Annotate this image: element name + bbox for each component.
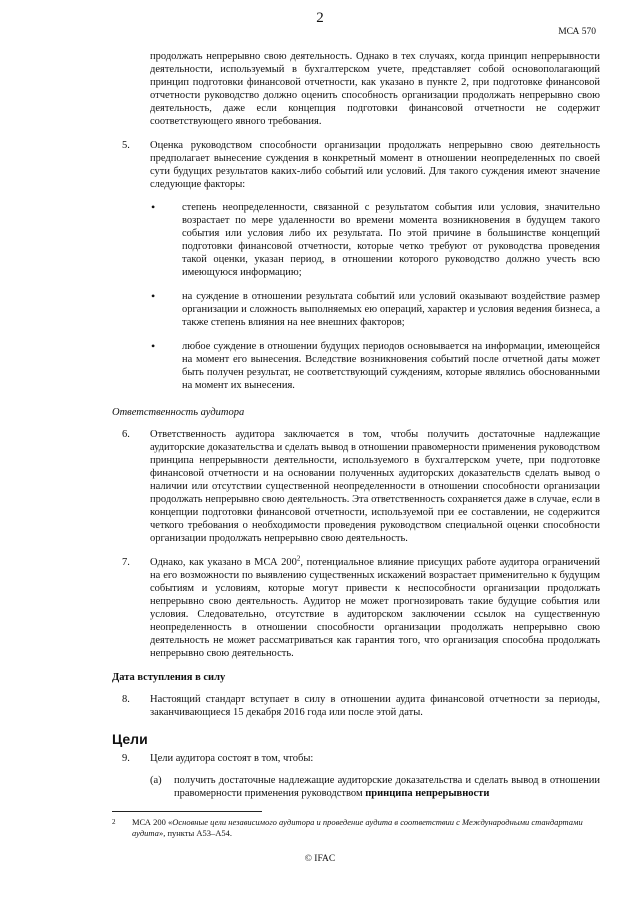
paragraph-number: 7. <box>122 557 130 568</box>
bullet-icon: • <box>151 200 156 214</box>
paragraph-text <box>150 556 600 660</box>
sub-item-label: (a) <box>150 775 162 786</box>
bullet-text: любое суждение в отношении будущих периодов основывается на информации, имеющейся на момент его вынесения. Вследствие возникновения событий после отчетной даты может быть получен результат, не соответствующий суждениям, которые являлись обоснованными на момент их вынесения. <box>182 341 600 391</box>
sub-item-a <box>150 774 600 800</box>
sub-item-text <box>174 774 600 800</box>
paragraph-number: 5. <box>122 140 130 151</box>
page-number: 2 <box>316 10 324 26</box>
list-item <box>150 201 600 279</box>
footnote-tail: », пункты А53–А54. <box>158 828 233 838</box>
bullet-icon: • <box>151 289 156 303</box>
paragraph-text: Оценка руководством способности организации продолжать непрерывно свою деятельность предполагает вынесение суждения в конкретный момент в отношении неопределенных по своей сути будущих результатов каких-либо событий или условий. Для такого суждения имеют значение следующие факторы: <box>150 140 600 190</box>
footnote <box>112 817 600 839</box>
footnote-reference: 2 <box>296 554 301 563</box>
auditor-responsibility-heading: Ответственность аудитора <box>112 407 245 418</box>
sub-item-text-bold: принципа непрерывности <box>365 788 490 799</box>
paragraph-text-start: Однако, как указано в МСА 200 <box>150 557 297 568</box>
paragraph-text: Ответственность аудитора заключается в том, чтобы получить достаточные надлежащие аудиторские доказательства и сделать вывод в отношении правомерности применения руководством принципа непрерывности деятельности, используемого в бухгалтерском учете, при подготовке финансовой отчетности и на основании полученных аудиторских доказательств сделать вывод о наличии или отсутствии существенной неопределенности в отношении способности организации продолжать непрерывно свою деятельность. Эта ответственность сохраняется даже в случае, если в концепции подготовки финансовой отчетности, используемой при ее составлении, не содержится четкого требования о необходимости проведения руководством специальной оценки способности организации продолжать непрерывно свою деятельность. <box>150 429 600 544</box>
list-item <box>150 290 600 329</box>
paragraph-9 <box>112 752 600 765</box>
document-code: МСА 570 <box>558 27 596 37</box>
effective-date-heading: Дата вступления в силу <box>112 672 226 683</box>
sub-item-text-plain: получить достаточные надлежащие аудиторские доказательства и сделать вывод в отношении правомерности применения руководством <box>174 775 600 799</box>
objectives-heading: Цели <box>112 731 148 747</box>
paragraph-number: 9. <box>122 753 130 764</box>
footnote-lead: МСА 200 « <box>132 817 173 827</box>
bullet-text: на суждение в отношении результата событий или условий оказывают воздействие размер организации и сложность выполняемых ею операций, характер и условия ведения бизнеса, а также степень влияния на нее внешних факторов; <box>182 291 600 328</box>
bullet-icon: • <box>151 339 156 353</box>
paragraph-number: 8. <box>122 694 130 705</box>
bullet-text: степень неопределенности, связанной с результатом события или условия, значительно возрастает по мере удаленности во времени момента возникновения в будущем такого события или условия либо их результата. По этой причине в большинстве концепций подготовки финансовой отчетности, которые четко требуют от руководства проведения такой оценки, указан период, в отношении которого руководство должно учесть всю имеющуюся информацию; <box>182 202 600 278</box>
paragraph-text-end: , потенциальное влияние присущих работе аудитора ограничений на его возможности по выявлению существенных искажений возрастает применительно к будущим событиям и условиям, которые могут привести к неспособности организации продолжать непрерывно свою деятельность. Аудитор не может прогнозировать такие будущие события или условия. Следовательно, отсутствие в аудиторском заключении ссылок на существенную неопределенность в отношении способности организации продолжать непрерывно свою деятельность не может рассматриваться как гарантия того, что организация способна продолжать непрерывно свою деятельность. <box>150 557 600 659</box>
intro-continuation: продолжать непрерывно свою деятельность. Однако в тех случаях, когда принцип непрерывности деятельности, используемый в бухгалтерском учете, представляет собой основополагающий принцип подготовки финансовой отчетности, как указано в пункте 2, при подготовке финансовой отчетности руководство должно оценить способность организации продолжать непрерывно свою деятельность, даже если концепция подготовки финансовой отчетности не содержит соответствующего явного требования. <box>150 51 600 127</box>
paragraph-5 <box>112 139 600 191</box>
paragraph-8 <box>112 693 600 719</box>
page-body <box>112 50 600 800</box>
paragraph-number: 6. <box>122 429 130 440</box>
paragraph-6 <box>112 428 600 545</box>
footnote-divider <box>112 811 262 812</box>
footnote-text <box>132 817 600 839</box>
list-item <box>150 340 600 392</box>
footnote-title: Основные цели независимого аудитора и проведение аудита в соответствии с Международными стандартами аудита <box>132 817 583 838</box>
paragraph-text: Цели аудитора состоят в том, чтобы: <box>150 753 314 764</box>
paragraph-text: Настоящий стандарт вступает в силу в отношении аудита финансовой отчетности за периоды, заканчивающиеся 15 декабря 2016 года или после этой даты. <box>150 694 600 718</box>
footnote-mark: 2 <box>112 818 116 826</box>
bullet-list <box>150 201 600 392</box>
paragraph-7 <box>112 556 600 660</box>
footer-copyright: © IFAC <box>304 854 336 864</box>
